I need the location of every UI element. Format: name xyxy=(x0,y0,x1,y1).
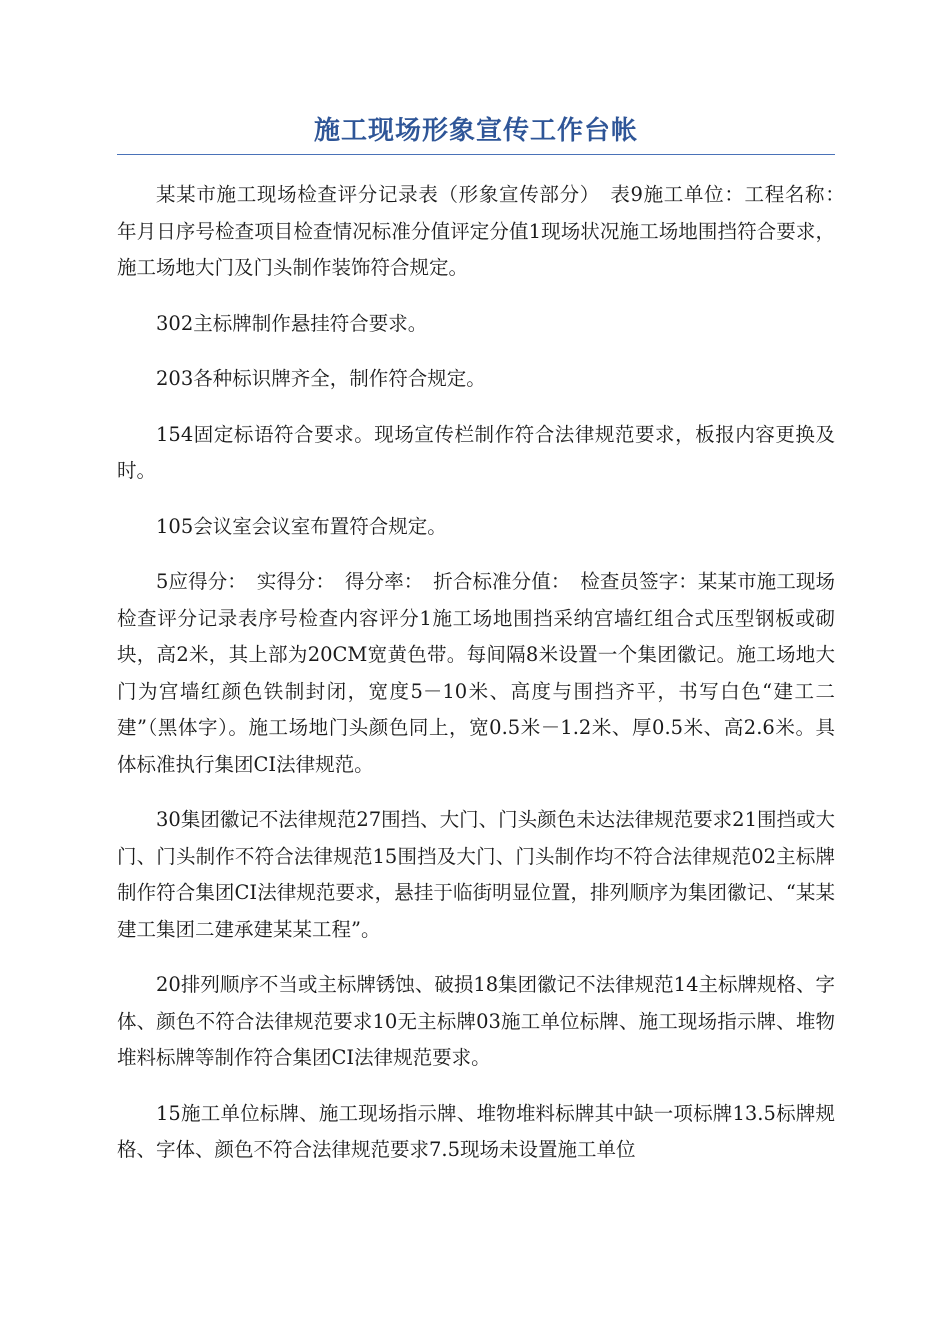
paragraph: 302主标牌制作悬挂符合要求。 xyxy=(156,311,428,335)
document-title: 施工现场形象宣传工作台帐 xyxy=(117,110,835,155)
paragraph: 某某市施工现场检查评分记录表（形象宣传部分） 表9施工单位：工程名称： 年月日序号检查项目检查情况标准分值评定分值1现场状况施工场地围挡符合要求，施工场地大门及门头制作装饰符合规定。 xyxy=(117,183,855,279)
document-page xyxy=(117,110,855,1188)
paragraph: 5应得分： 实得分： 得分率： 折合标准分值： 检查员签字：某某市施工现场检查评分记录表序号检查内容评分1施工场地围挡采纳宫墙红组合式压型钢板或砌块，高2米，其上部为20CM宽黄色带。每间隔8米设置一个集团徽记。施工场地大门为宫墙红颜色铁制封闭，宽度5－10米、高度与围挡齐平，书写白色“建工二建”（黑体字）。施工场地门头颜色同上，宽0.5米－1.2米、厚0.5米、高2.6米。具体标准执行集团CI法律规范。 xyxy=(117,570,835,776)
paragraph: 154固定标语符合要求。现场宣传栏制作符合法律规范要求，板报内容更换及时。 xyxy=(117,422,835,482)
document-body xyxy=(117,177,855,1169)
paragraph: 20排列顺序不当或主标牌锈蚀、破损18集团徽记不法律规范14主标牌规格、字体、颜色不符合法律规范要求10无主标牌03施工单位标牌、施工现场指示牌、堆物堆料标牌等制作符合集团CI法律规范要求。 xyxy=(117,973,835,1069)
paragraph: 30集团徽记不法律规范27围挡、大门、门头颜色未达法律规范要求21围挡或大门、门头制作不符合法律规范15围挡及大门、门头制作均不符合法律规范02主标牌制作符合集团CI法律规范要求，悬挂于临街明显位置，排列顺序为集团徽记、“某某建工集团二建承建某某工程”。 xyxy=(117,808,835,941)
paragraph: 203各种标识牌齐全，制作符合规定。 xyxy=(156,367,486,390)
paragraph: 15施工单位标牌、施工现场指示牌、堆物堆料标牌其中缺一项标牌13.5标牌规格、字体、颜色不符合法律规范要求7.5现场未设置施工单位 xyxy=(117,1101,835,1161)
paragraph: 105会议室会议室布置符合规定。 xyxy=(156,514,447,538)
